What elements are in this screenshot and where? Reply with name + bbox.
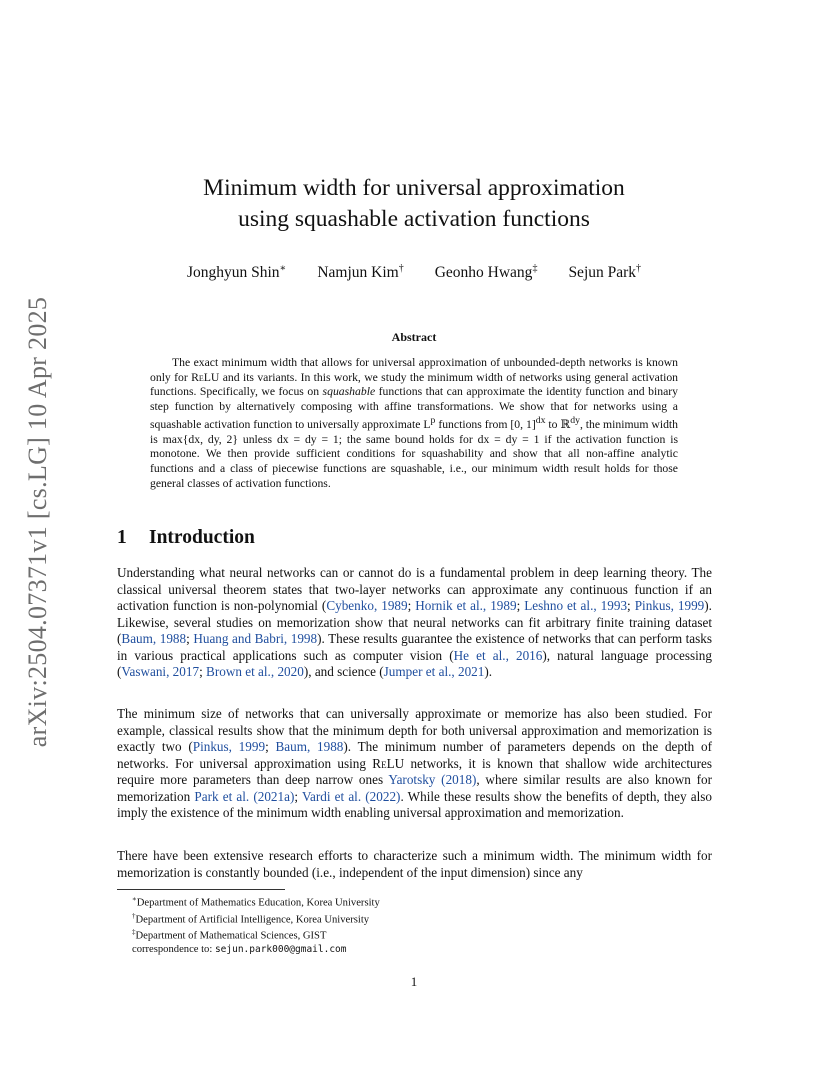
citation-link[interactable]: Pinkus, 1999 [192, 739, 266, 754]
citation-link[interactable]: Pinkus, 1999 [634, 598, 705, 613]
citation-link[interactable]: Hornik et al., 1989 [415, 598, 517, 613]
author-list [0, 263, 828, 282]
footnote-rule [117, 889, 285, 890]
footnote: ∗Department of Mathematics Education, Korea University [132, 895, 380, 909]
title-line-2: using squashable activation functions [238, 206, 590, 232]
intro-paragraph-3: There have been extensive research efforts to characterize such a minimum width. The minimum width for memorization is constantly bounded (i.e., independent of the input dimension) since any [117, 848, 712, 880]
footnotes [132, 893, 380, 956]
citation-link[interactable]: Cybenko, 1989 [326, 598, 408, 613]
author: Sejun Park† [568, 263, 642, 282]
email-address: sejun.park000@gmail.com [214, 944, 347, 956]
author: Jonghyun Shin∗ [186, 263, 287, 282]
page-number: 1 [410, 974, 418, 989]
citation-link[interactable]: Yarotsky (2018) [388, 772, 477, 787]
paper-title [0, 173, 828, 235]
arxiv-sidebar-identifier [18, 286, 58, 758]
citation-link[interactable]: Baum, 1988 [121, 631, 187, 646]
citation-link[interactable]: Vaswani, 2017 [121, 664, 200, 679]
citation-link[interactable]: Park et al. (2021a) [194, 788, 295, 804]
citation-link[interactable]: He et al., 2016 [453, 647, 543, 663]
author: Geonho Hwang‡ [434, 263, 538, 282]
citation-link[interactable]: Brown et al., 2020 [206, 664, 304, 679]
citation-link[interactable]: Jumper et al., 2021 [383, 664, 485, 679]
citation-link[interactable]: Vardi et al. (2022) [301, 788, 401, 804]
footnote: †Department of Artificial Intelligence, Korea University [132, 911, 370, 926]
citation-link[interactable]: Baum, 1988 [275, 739, 344, 754]
title-line-1: Minimum width for universal approximation [203, 175, 625, 201]
abstract-heading: Abstract [391, 330, 437, 344]
abstract-body: The exact minimum width that allows for universal approximation of unbounded-depth networks is known only for ReLU and its variants. In this work, we study the minimum width of networks using general activation functions. Specifically, we focus on squashable functions that can approximate the identity function and binary step function by alternatively composing with affine transformations. We show that for networks using a squashable activation function to universally approximate $L^p$ functions from [0, 1]$^{dx}$ to ℝ$^{dy}$, the minimum width is max{dx, dy, 2} unless dx = dy = 1; the same bound holds for dx = dy = 1 if the activation function is monotone. We then provide sufficient conditions for squashability and show that all non-affine analytic functions and a class of piecewise functions are squashable, i.e., our minimum width result holds for those general classes of activation functions. [150, 356, 679, 490]
author: Namjun Kim† [317, 263, 404, 282]
footnote: ‡Department of Mathematical Sciences, GIST [132, 928, 327, 942]
citation-link[interactable]: Leshno et al., 1993 [524, 598, 628, 613]
section-heading: 1 Introduction [117, 527, 255, 548]
intro-paragraph-1: Understanding what neural networks can or cannot do is a fundamental problem in deep learning theory. The classical universal theorem states that two-layer networks can approximate any continuous function if an activation function is non-polynomial (Cybenko, 1989; Hornik et al., 1989; Leshno et al., 1993; Pinkus, 1999). Likewise, several studies on memorization show that neural networks can fit arbitrary finite training dataset (Baum, 1988; Huang and Babri, 1998). These results guarantee the existence of networks that can perform tasks in various practical applications such as computer vision (He et al., 2016), natural language processing (Vaswani, 2017; Brown et al., 2020), and science (Jumper et al., 2021). [117, 565, 713, 679]
correspondence-line: correspondence to: sejun.park000@gmail.com [132, 944, 347, 956]
intro-paragraph-2: The minimum size of networks that can universally approximate or memorize has also been studied. For example, classical results show that the minimum depth for both universal approximation and memorization is exactly two (Pinkus, 1999; Baum, 1988). The minimum number of parameters depends on the depth of networks. For universal approximation using ReLU networks, it is known that shallow wide architectures require more parameters than deep narrow ones Yarotsky (2018), where similar results are also known for memorization Park et al. (2021a); Vardi et al. (2022). While these results show the benefits of depth, they also imply the existence of the minimum width enabling universal approximation and memorization. [117, 706, 712, 820]
citation-link[interactable]: Huang and Babri, 1998 [193, 631, 318, 646]
arxiv-id-text: arXiv:2504.07371v1 [cs.LG] 10 Apr 2025 [23, 296, 52, 748]
